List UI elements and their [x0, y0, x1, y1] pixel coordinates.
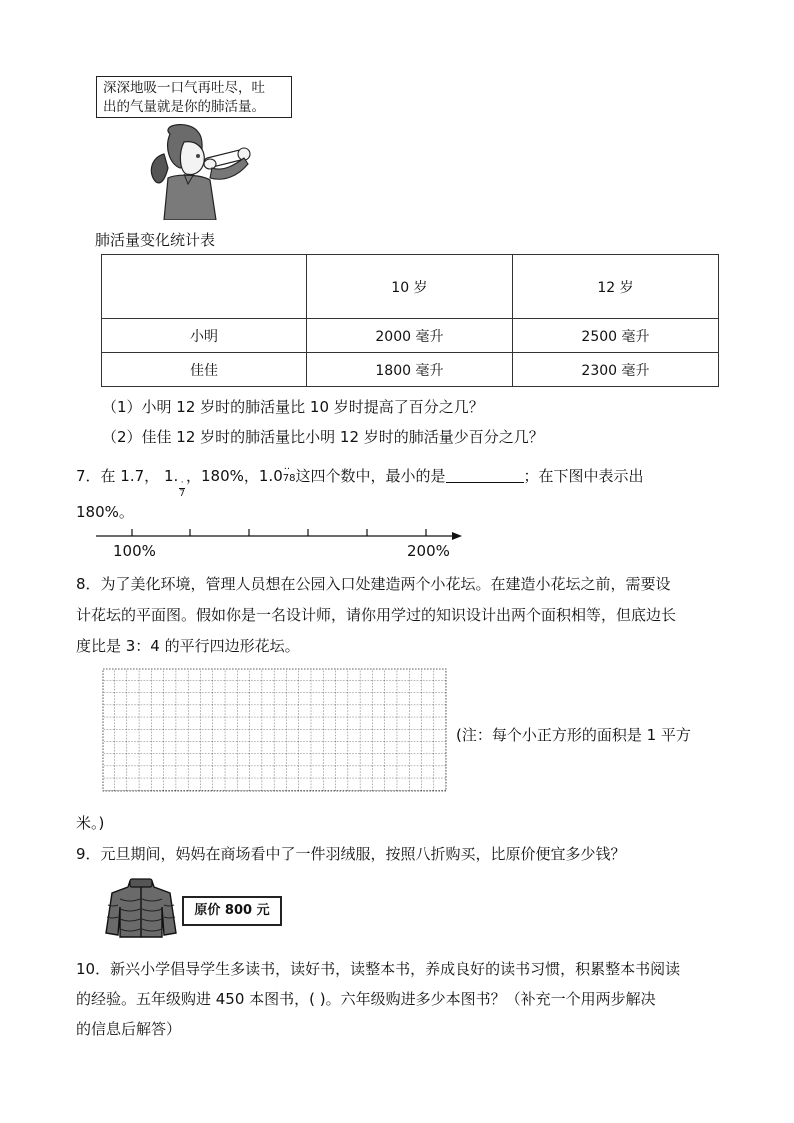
q7-number-2: [163, 467, 186, 499]
table-header-cell: [102, 255, 307, 319]
note-line-1: 深深地吸一口气再吐尽，吐: [103, 80, 265, 96]
girl-spirometer-illustration: [140, 124, 260, 220]
q7-number-2-int: 1.: [163, 467, 179, 485]
table-cell: 2300 毫升: [512, 353, 718, 387]
price-tag: 原价 800 元: [182, 896, 282, 926]
q7-mid: 这四个数中，最小的是: [295, 467, 446, 485]
q8-note: (注：每个小正方形的面积是 1 平方: [456, 726, 691, 744]
q9-question: 9．元旦期间，妈妈在商场看中了一件羽绒服，按照八折购买，比原价便宜多少钱？: [76, 845, 626, 863]
q8-line-2: 计花坛的平面图。假如你是一名设计师，请你用学过的知识设计出两个面积相等，但底边长: [76, 606, 677, 624]
q7-suffix: ；在下图中表示出: [523, 467, 644, 485]
q8-line-1: 8．为了美化环境，管理人员想在公园入口处建造两个小花坛。在建造小花坛之前，需要设: [76, 575, 671, 593]
table-row: [102, 353, 719, 387]
q6-sub-question-1: （1）小明 12 岁时的肺活量比 10 岁时提高了百分之几？: [102, 398, 484, 416]
lung-capacity-table: [101, 254, 719, 387]
q8-note-tail: 米。): [76, 814, 105, 832]
q10-line-3: 的信息后解答）: [76, 1020, 182, 1038]
number-line-label-200: 200%: [407, 542, 450, 560]
number-line-label-100: 100%: [113, 542, 156, 560]
q7-number-3: ，180%，1.0: [186, 467, 283, 485]
q7-repeating-digits: ·· 78: [283, 473, 296, 484]
table-cell: 2500 毫升: [512, 319, 718, 353]
table-row: [102, 319, 719, 353]
q10-line-1: 10．新兴小学倡导学生多读书，读好书，读整本书，养成良好的读书习惯，积累整本书阅读: [76, 960, 681, 978]
table-title: 肺活量变化统计表: [95, 231, 216, 249]
table-header-cell: 10 岁: [306, 255, 512, 319]
table-cell: 佳佳: [102, 353, 307, 387]
table-cell: 1800 毫升: [306, 353, 512, 387]
q7-repeating-fraction: [179, 479, 185, 499]
note-line-2: 出的气量就是你的肺活量。: [103, 99, 265, 115]
q8-line-3: 度比是 3：4 的平行四边形花坛。: [76, 637, 300, 655]
q10-line-2: 的经验。五年级购进 450 本图书，( )。六年级购进多少本图书？（补充一个用两步解决: [76, 990, 656, 1008]
lung-capacity-note: [96, 76, 292, 118]
table-header-cell: 12 岁: [512, 255, 718, 319]
q7-answer-blank[interactable]: [446, 466, 524, 483]
q7-prefix: 7．在 1.7，: [76, 467, 160, 485]
q8-drawing-grid[interactable]: [102, 668, 448, 792]
q7-fraction-bottom: 7: [179, 489, 185, 499]
table-cell: 小明: [102, 319, 307, 353]
table-cell: 2000 毫升: [306, 319, 512, 353]
q7-line-2: 180%。: [76, 503, 134, 521]
q6-sub-question-2: （2）佳佳 12 岁时的肺活量比小明 12 岁时的肺活量少百分之几？: [102, 428, 544, 446]
table-header-row: [102, 255, 719, 319]
down-jacket-icon: [104, 877, 178, 939]
q7-question-line: [76, 465, 644, 499]
q7-fraction-top: ·: [180, 478, 184, 488]
